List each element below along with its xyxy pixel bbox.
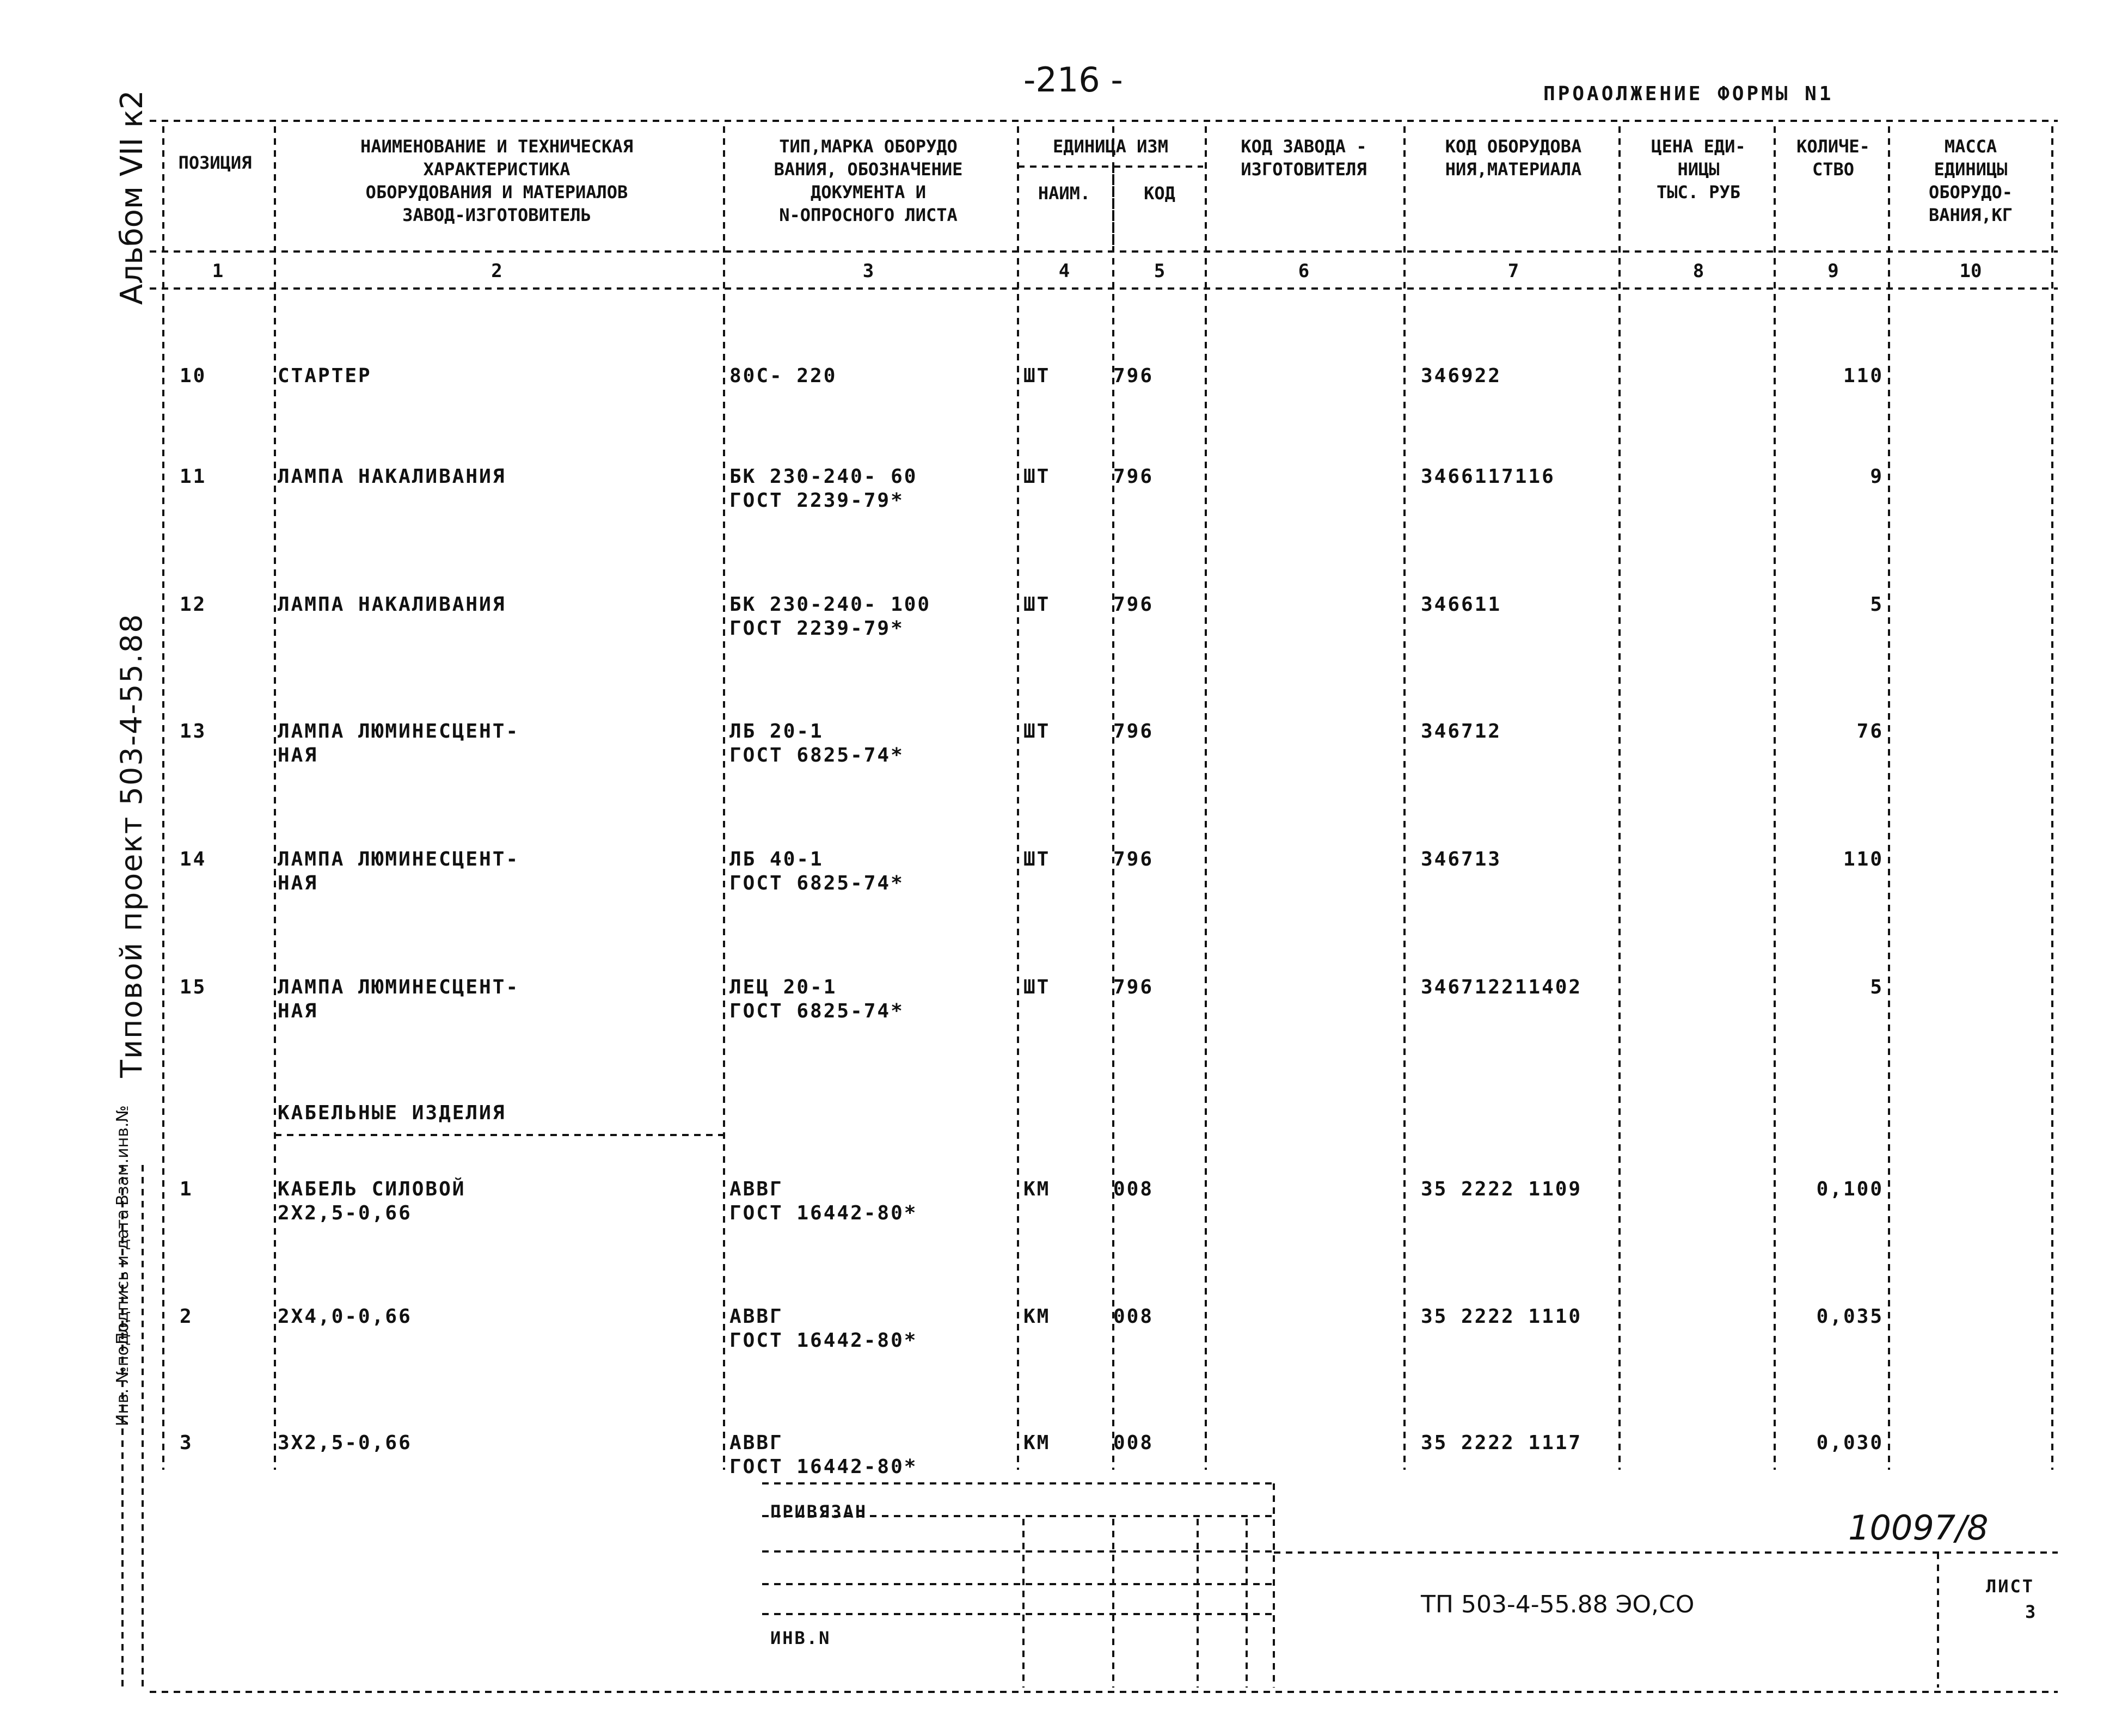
row-equipment-code: 35 2222 1110 [1421, 1305, 1583, 1328]
header-mass: МАССА ЕДИНИЦЫ ОБОРУДО- ВАНИЯ,КГ [1928, 136, 2013, 225]
col-number: 6 [1298, 260, 1310, 282]
row-type-line2: ГОСТ 6825-74* [729, 744, 904, 766]
row-name-line2: 2Х2,5-0,66 [278, 1202, 412, 1224]
continuation-label: ПРОАОЛЖЕНИЕ ФОРМЫ N1 [1543, 83, 1834, 105]
row-type: АВВГ [729, 1178, 783, 1200]
col-number: 10 [1959, 260, 1982, 282]
stamp-vzam-inv: Взам.инв.№ [113, 1105, 132, 1206]
sheet-number: 3 [2025, 1602, 2038, 1622]
row-position: 3 [180, 1432, 193, 1454]
row-equipment-code: 346712211402 [1421, 976, 1583, 998]
row-quantity: 0,035 [1816, 1305, 1884, 1328]
row-position: 10 [180, 365, 207, 387]
header-quantity: КОЛИЧЕ- СТВО [1796, 136, 1870, 180]
handwritten-inventory-number: 10097/8 [1848, 1508, 1989, 1548]
header-price: ЦЕНА ЕДИ- НИЦЫ ТЫС. РУБ [1651, 136, 1746, 203]
row-type-line2: ГОСТ 6825-74* [729, 1000, 904, 1022]
row-position: 2 [180, 1305, 193, 1328]
row-unit: ШТ [1023, 976, 1051, 998]
row-type: БК 230-240- 100 [729, 593, 931, 616]
row-type-line2: ГОСТ 2239-79* [729, 489, 904, 512]
row-position: 15 [180, 976, 207, 998]
row-quantity: 110 [1843, 848, 1884, 870]
header-factory-code: КОД ЗАВОДА - ИЗГОТОВИТЕЛЯ [1241, 136, 1367, 180]
row-position: 1 [180, 1178, 193, 1200]
row-quantity: 0,100 [1816, 1178, 1884, 1200]
row-quantity: 5 [1870, 593, 1884, 616]
row-type: ЛБ 20-1 [729, 720, 824, 743]
header-unit-name: НАИМ. [1038, 183, 1091, 204]
page-number: -216 - [1023, 60, 1123, 100]
row-type: 80С- 220 [729, 365, 837, 387]
row-name: ЛАМПА НАКАЛИВАНИЯ [278, 465, 506, 488]
section-title-cables: КАБЕЛЬНЫЕ ИЗДЕЛИЯ [278, 1102, 506, 1124]
header-unit-code: КОД [1144, 183, 1175, 204]
row-unit: ШТ [1023, 720, 1051, 743]
row-quantity: 5 [1870, 976, 1884, 998]
row-type: ЛЕЦ 20-1 [729, 976, 837, 998]
row-name-line2: НАЯ [278, 872, 318, 894]
row-name: СТАРТЕР [278, 365, 372, 387]
row-name: ЛАМПА ЛЮМИНЕСЦЕНТ- [278, 720, 520, 743]
row-unit-code: 008 [1113, 1305, 1154, 1328]
row-position: 14 [180, 848, 207, 870]
row-name: ЛАМПА ЛЮМИНЕСЦЕНТ- [278, 848, 520, 870]
row-equipment-code: 346922 [1421, 365, 1502, 387]
row-type: ЛБ 40-1 [729, 848, 824, 870]
row-name: 2Х4,0-0,66 [278, 1305, 412, 1328]
row-name: 3Х2,5-0,66 [278, 1432, 412, 1454]
row-unit-code: 796 [1113, 848, 1154, 870]
header-equipment-code: КОД ОБОРУДОВА НИЯ,МАТЕРИАЛА [1445, 136, 1582, 180]
row-name: ЛАМПА НАКАЛИВАНИЯ [278, 593, 506, 616]
row-unit-code: 796 [1113, 976, 1154, 998]
header-unit: ЕДИНИЦА ИЗМ [1053, 136, 1168, 157]
row-unit: ШТ [1023, 465, 1051, 488]
row-equipment-code: 346611 [1421, 593, 1502, 616]
col-number: 1 [212, 260, 224, 282]
row-unit: ШТ [1023, 848, 1051, 870]
row-type-line2: ГОСТ 6825-74* [729, 872, 904, 894]
row-equipment-code: 3466117116 [1421, 465, 1555, 488]
row-unit-code: 796 [1113, 465, 1154, 488]
row-position: 12 [180, 593, 207, 616]
stamp-signature: Подпись и дата [113, 1209, 132, 1345]
row-type-line2: ГОСТ 2239-79* [729, 617, 904, 640]
row-type: БК 230-240- 60 [729, 465, 918, 488]
header-type: ТИП,МАРКА ОБОРУДО ВАНИЯ, ОБОЗНАЧЕНИЕ ДОКУМЕНТА И N-ОПРОСНОГО ЛИСТА [774, 136, 963, 225]
row-name-line2: НАЯ [278, 1000, 318, 1022]
row-unit-code: 008 [1113, 1432, 1154, 1454]
row-unit-code: 796 [1113, 365, 1154, 387]
row-type-line2: ГОСТ 16442-80* [729, 1456, 918, 1478]
row-unit-code: 796 [1113, 593, 1154, 616]
header-name: НАИМЕНОВАНИЕ И ТЕХНИЧЕСКАЯ ХАРАКТЕРИСТИКА ОБОРУДОВАНИЯ И МАТЕРИАЛОВ ЗАВОД-ИЗГОТОВИТЕЛЬ [360, 136, 633, 225]
row-unit: ШТ [1023, 365, 1051, 387]
row-equipment-code: 35 2222 1109 [1421, 1178, 1583, 1200]
row-unit: КМ [1023, 1305, 1051, 1328]
row-unit-code: 796 [1113, 720, 1154, 743]
row-quantity: 0,030 [1816, 1432, 1884, 1454]
row-quantity: 9 [1870, 465, 1884, 488]
album-label: Альбом VII к2 [114, 90, 150, 305]
row-equipment-code: 346713 [1421, 848, 1502, 870]
stamp-inv-podl: Инв. №подл. [113, 1318, 132, 1426]
row-unit: КМ [1023, 1432, 1051, 1454]
col-number: 9 [1827, 260, 1839, 282]
col-number: 3 [862, 260, 874, 282]
project-label: Типовой проект 503-4-55.88 [114, 613, 149, 1078]
row-equipment-code: 346712 [1421, 720, 1502, 743]
row-position: 11 [180, 465, 207, 488]
row-position: 13 [180, 720, 207, 743]
row-name-line2: НАЯ [278, 744, 318, 766]
row-name: ЛАМПА ЛЮМИНЕСЦЕНТ- [278, 976, 520, 998]
row-equipment-code: 35 2222 1117 [1421, 1432, 1583, 1454]
row-unit: ШТ [1023, 593, 1051, 616]
inventory-label: ИНВ.N [770, 1628, 831, 1648]
header-position: ПОЗИЦИЯ [178, 152, 252, 173]
document-code: ТП 503-4-55.88 ЭО,СО [1421, 1591, 1695, 1618]
col-number: 7 [1507, 260, 1519, 282]
col-number: 4 [1058, 260, 1070, 282]
row-type-line2: ГОСТ 16442-80* [729, 1202, 918, 1224]
col-number: 2 [491, 260, 502, 282]
row-name: КАБЕЛЬ СИЛОВОЙ [278, 1178, 466, 1200]
row-unit: КМ [1023, 1178, 1051, 1200]
col-number: 8 [1692, 260, 1704, 282]
row-type: АВВГ [729, 1432, 783, 1454]
row-type-line2: ГОСТ 16442-80* [729, 1329, 918, 1352]
row-unit-code: 008 [1113, 1178, 1154, 1200]
row-type: АВВГ [729, 1305, 783, 1328]
bound-label: ПРИВЯЗАН [770, 1501, 868, 1522]
row-quantity: 76 [1856, 720, 1884, 743]
row-quantity: 110 [1843, 365, 1884, 387]
sheet-label: ЛИСТ [1986, 1576, 2035, 1597]
col-number: 5 [1154, 260, 1166, 282]
